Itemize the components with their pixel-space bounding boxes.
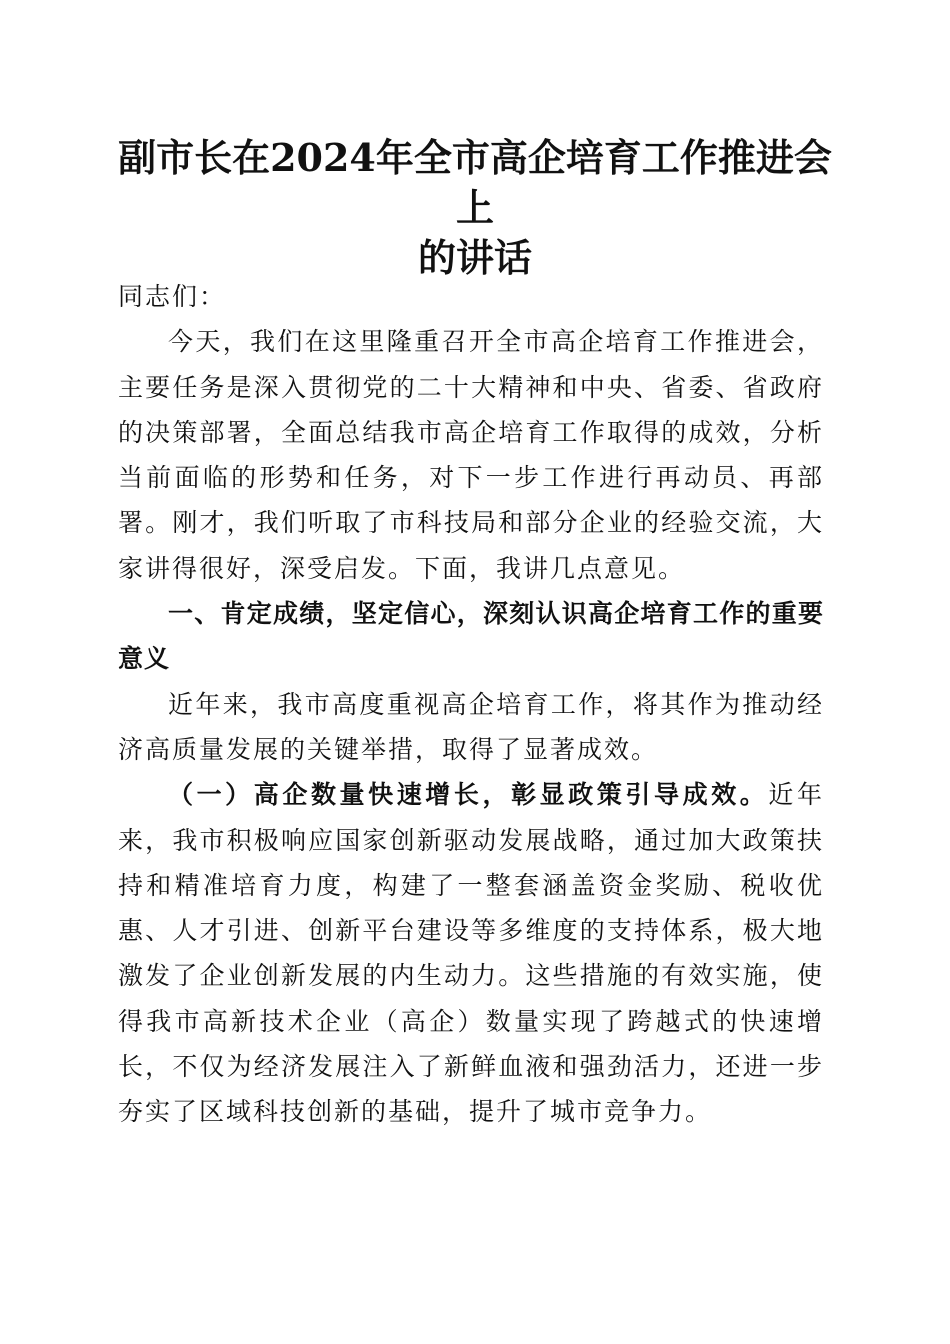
- salutation: 同志们：: [118, 282, 227, 311]
- document-title: [118, 133, 832, 283]
- intro-paragraph: 今天，我们在这里隆重召开全市高企培育工作推进会，主要任务是深入贯彻党的二十大精神和中央、省委、省政府的决策部署，全面总结我市高企培育工作取得的成效，分析当前面临的形势和任务，对下一步工作进行再动员、再部署。刚才，我们听取了市科技局和部分企业的经验交流，大家讲得很好，深受启发。下面，我讲几点意见。: [118, 327, 824, 583]
- subsection-1-paragraph: [118, 772, 824, 1134]
- section-1-intro-paragraph: 近年来，我市高度重视高企培育工作，将其作为推动经济高质量发展的关键举措，取得了显著成效。: [118, 689, 824, 764]
- section-1-heading: 一、肯定成绩，坚定信心，深刻认识高企培育工作的重要意义: [118, 599, 824, 674]
- subsection-1-body: 近年来，我市积极响应国家创新驱动发展战略，通过加大政策扶持和精准培育力度，构建了一整套涵盖资金奖励、税收优惠、人才引进、创新平台建设等多维度的支持体系，极大地激发了企业创新发展的内生动力。这些措施的有效实施，使得我市高新技术企业（高企）数量实现了跨越式的快速增长，不仅为经济发展注入了新鲜血液和强劲活力，还进一步夯实了区域科技创新的基础，提升了城市竞争力。: [118, 780, 824, 1127]
- title-line-1: 副市长在2024年全市高企培育工作推进会上: [118, 135, 832, 230]
- title-line-2: 的讲话: [417, 235, 532, 280]
- subsection-1-lead: （一）高企数量快速增长，彰显政策引导成效。: [168, 780, 769, 810]
- document-body: [118, 274, 824, 1135]
